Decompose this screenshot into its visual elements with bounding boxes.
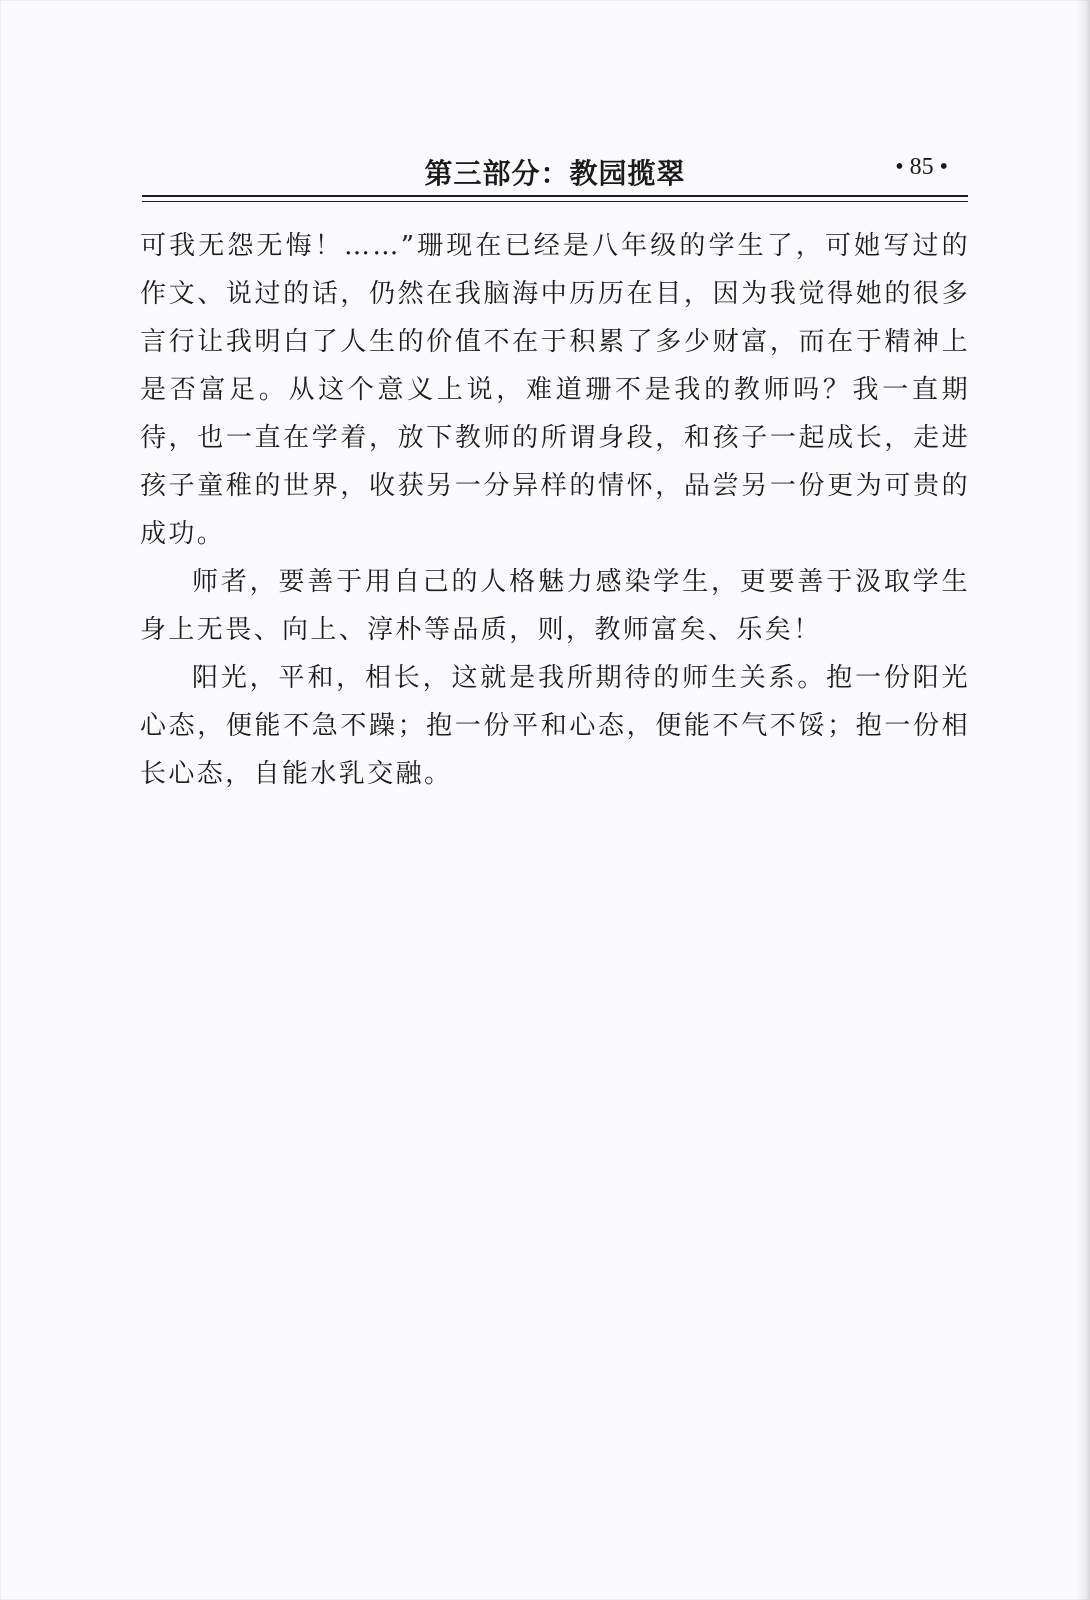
page-edge-shadow [1076, 0, 1090, 1600]
running-head: 第三部分：教园揽翠 [424, 157, 686, 190]
page-number: • 85 • [895, 154, 948, 180]
page-header [142, 148, 968, 190]
header-rule-thick [142, 195, 968, 197]
header-rule-thin [142, 201, 968, 202]
paragraph-continued: 可我无怨无悔！……”珊现在已经是八年级的学生了，可她写过的作文、说过的话，仍然在我脑海中历历在目，因为我觉得她的很多言行让我明白了人生的价值不在于积累了多少财富，而在于精神上是否富足。从这个意义上说，难道珊不是我的教师吗？我一直期待，也一直在学着，放下教师的所谓身段，和孩子一起成长，走进孩子童稚的世界，收获另一分异样的情怀，品尝另一份更为可贵的成功。 [140, 231, 970, 549]
paragraph: 阳光，平和，相长，这就是我所期待的师生关系。抱一份阳光心态，便能不急不躁；抱一份平和心态，便能不气不馁；抱一份相长心态，自能水乳交融。 [140, 663, 970, 789]
paragraph: 师者，要善于用自己的人格魅力感染学生，更要善于汲取学生身上无畏、向上、淳朴等品质，则，教师富矣、乐矣！ [140, 567, 970, 645]
body-text [140, 222, 970, 798]
